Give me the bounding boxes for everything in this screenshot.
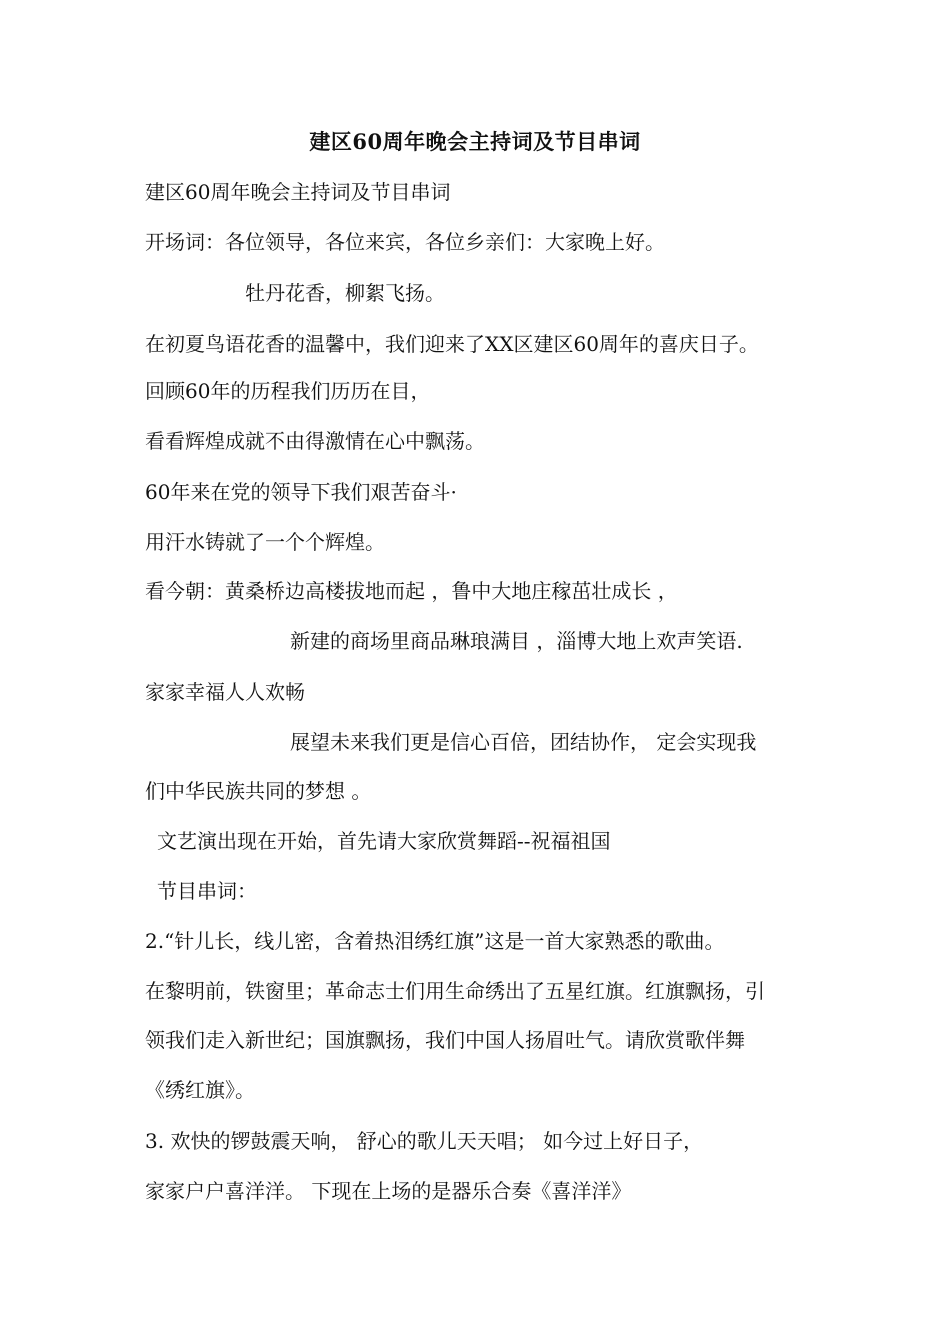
text-line-item-2: 2.“针儿长，线儿密，含着热泪绣红旗”这是一首大家熟悉的歌曲。 <box>145 929 725 953</box>
text-line: 回顾60年的历程我们历历在目， <box>145 379 431 403</box>
text-line: 新建的商场里商品琳琅满目 ，淄博大地上欢声笑语. <box>290 629 743 653</box>
text-line: 家家幸福人人欢畅 <box>145 680 305 704</box>
text-line: 文艺演出现在开始，首先请大家欣赏舞蹈--祝福祖国 <box>157 829 611 853</box>
text-line: 在黎明前，铁窗里；革命志士们用生命绣出了五星红旗。红旗飘扬，引 <box>145 979 765 1003</box>
text-line-item-3: 3. 欢快的锣鼓震天响， 舒心的歌儿天天唱； 如今过上好日子， <box>145 1129 704 1153</box>
text-line: 家家户户喜洋洋。 下现在上场的是器乐合奏《喜洋洋》 <box>145 1179 632 1203</box>
text-line: 看看辉煌成就不由得激情在心中飘荡。 <box>145 429 485 453</box>
text-line: 牡丹花香，柳絮飞扬。 <box>245 281 445 305</box>
text-line-program-heading: 节目串词： <box>157 879 257 903</box>
text-line: 《绣红旗》。 <box>145 1078 255 1102</box>
text-line: 看今朝：黄桑桥边高楼拔地而起 ，鲁中大地庄稼茁壮成长 ， <box>145 579 678 603</box>
text-line-opening: 开场词：各位领导，各位来宾，各位乡亲们：大家晚上好。 <box>145 230 665 254</box>
text-line: 展望未来我们更是信心百倍，团结协作， 定会实现我 <box>290 730 757 754</box>
text-line: 60年来在党的领导下我们艰苦奋斗· <box>145 480 457 504</box>
text-line: 领我们走入新世纪；国旗飘扬，我们中国人扬眉吐气。请欣赏歌伴舞 <box>145 1028 745 1052</box>
text-line: 用汗水铸就了一个个辉煌。 <box>145 530 385 554</box>
text-line: 们中华民族共同的梦想 。 <box>145 779 372 803</box>
text-line-subtitle: 建区60周年晚会主持词及节目串词 <box>145 180 451 204</box>
document-title: 建区60周年晚会主持词及节目串词 <box>309 129 641 154</box>
text-line: 在初夏鸟语花香的温馨中，我们迎来了XX区建区60周年的喜庆日子。 <box>145 332 759 356</box>
